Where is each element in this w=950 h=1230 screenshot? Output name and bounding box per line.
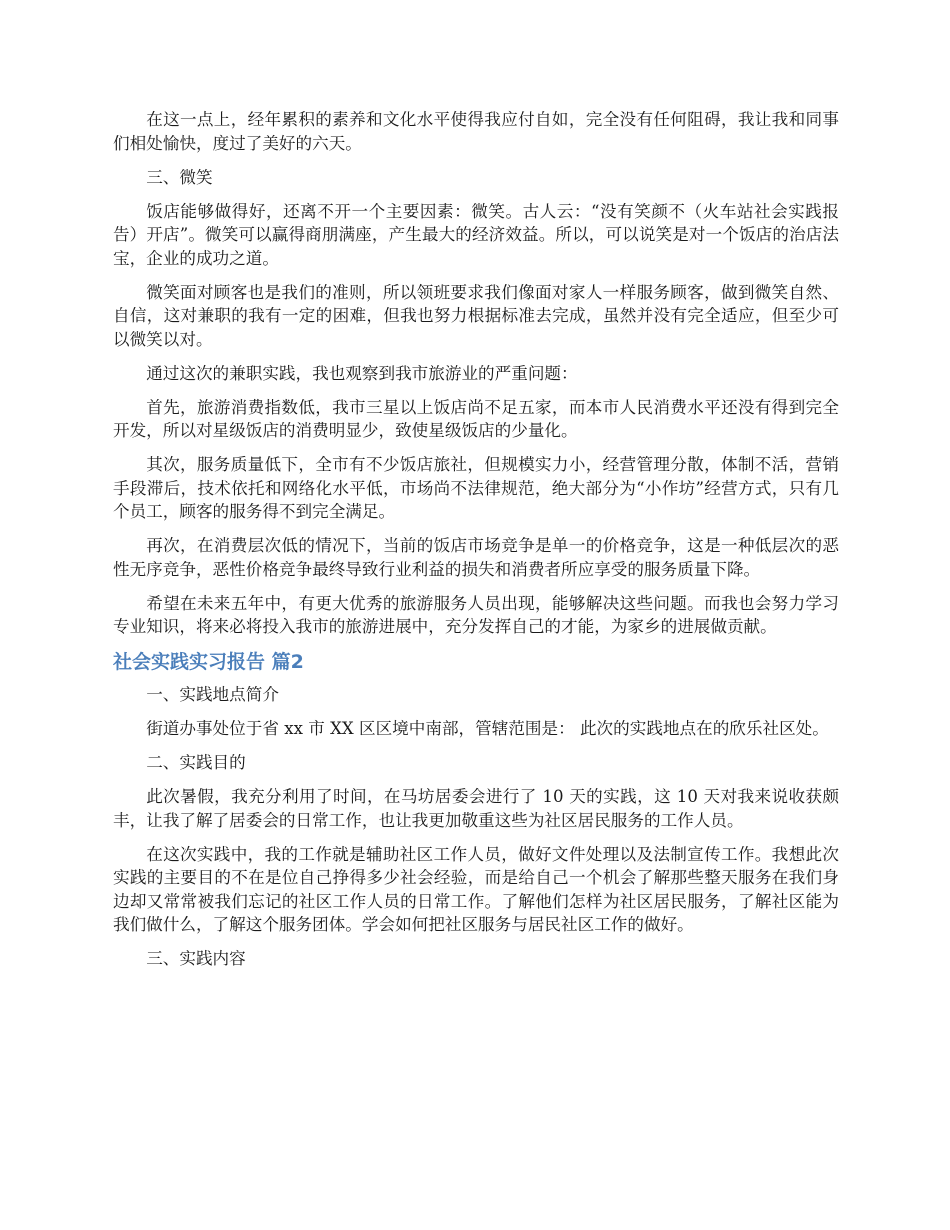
subheading-content: 三、实践内容	[146, 949, 246, 968]
paragraph: 饭店能够做得好，还离不开一个主要因素：微笑。古人云：“没有笑颜不（火车站社会实践报告）开店”。微笑可以赢得商朋满座，产生最大的经济效益。所以，可以说笑是对一个饭店的治店法宝，企业的成功之道。	[113, 201, 839, 268]
paragraph: 再次，在消费层次低的情况下，当前的饭店市场竞争是单一的价格竞争，这是一种低层次的恶性无序竞争，恶性价格竞争最终导致行业利益的损失和消费者所应享受的服务质量下降。	[113, 536, 839, 579]
subheading-location: 一、实践地点简介	[146, 685, 279, 704]
subheading-purpose: 二、实践目的	[146, 753, 246, 772]
paragraph: 通过这次的兼职实践，我也观察到我市旅游业的严重问题：	[146, 363, 578, 383]
document-page	[113, 108, 839, 981]
paragraph: 街道办事处位于省 xx 市 XX 区区境中南部，管辖范围是： 此次的实践地点在的欣乐社区处。	[146, 719, 829, 738]
paragraph: 此次暑假，我充分利用了时间，在马坊居委会进行了 10 天的实践，这 10 天对我来说收获颇丰，让我了解了居委会的日常工作，也让我更加敬重这些为社区居民服务的工作人员。	[113, 787, 839, 830]
paragraph: 其次，服务质量低下，全市有不少饭店旅社，但规模实力小，经营管理分散，体制不活，营销手段滞后，技术依托和网络化水平低，市场尚不法律规范，绝大部分为“小作坊”经营方式，只有几个员工，顾客的服务得不到完全满足。	[113, 455, 839, 521]
paragraph: 在这一点上，经年累积的素养和文化水平使得我应付自如，完全没有任何阻碍，我让我和同事们相处愉快，度过了美好的六天。	[113, 110, 839, 153]
paragraph: 在这次实践中，我的工作就是辅助社区工作人员，做好文件处理以及法制宣传工作。我想此次实践的主要目的不在是位自己挣得多少社会经验，而是给自己一个机会了解那些整天服务在我们身边却又常常被我们忘记的社区工作人员的日常工作。了解他们怎样为社区居民服务，了解社区能为我们做什么，了解这个服务团体。学会如何把社区服务与居民社区工作的做好。	[113, 844, 839, 934]
paragraph: 希望在未来五年中，有更大优秀的旅游服务人员出现，能够解决这些问题。而我也会努力学习专业知识，将来必将投入我市的旅游进展中，充分发挥自己的才能，为家乡的进展做贡献。	[113, 593, 839, 636]
section-heading: 社会实践实习报告 篇2	[113, 651, 304, 673]
subheading-smile: 三、微笑	[146, 167, 213, 187]
paragraph: 首先，旅游消费指数低，我市三星以上饭店尚不足五家，而本市人民消费水平还没有得到完全开发，所以对星级饭店的消费明显少，致使星级饭店的少量化。	[113, 397, 839, 440]
paragraph: 微笑面对顾客也是我们的准则，所以领班要求我们像面对家人一样服务顾客，做到微笑自然、自信，这对兼职的我有一定的困难，但我也努力根据标准去完成，虽然并没有完全适应，但至少可以微笑以对。	[113, 282, 839, 349]
